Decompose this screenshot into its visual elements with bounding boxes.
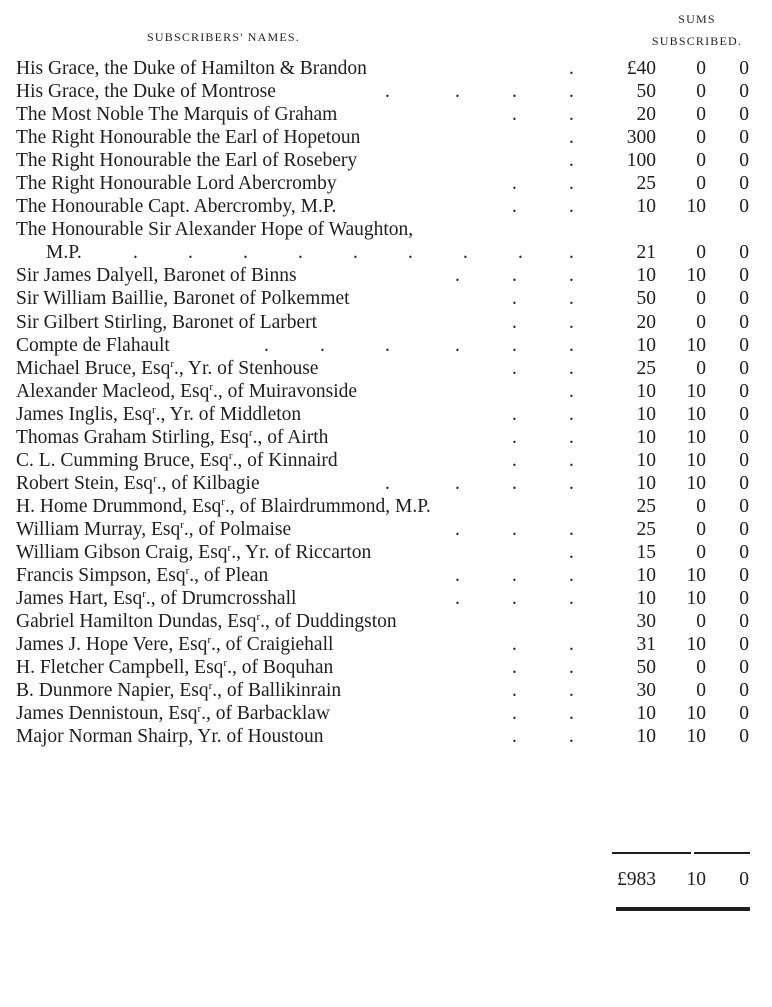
table-row: Alexander Macleod, Esq$^r$., of Muiravonside . 10 10 0 bbox=[16, 380, 749, 402]
subscriber-name: The Right Honourable the Earl of Hopetoun bbox=[16, 127, 361, 149]
shillings-cell: 0 bbox=[696, 288, 706, 310]
pence-cell: 0 bbox=[739, 565, 749, 587]
table-row: The Right Honourable the Earl of Rosebery . 100 0 0 bbox=[16, 150, 749, 172]
pounds-cell: 10 bbox=[636, 726, 656, 748]
shillings-cell: 0 bbox=[696, 104, 706, 126]
table-row: Compte de Flahault . . . . . . 10 10 0 bbox=[16, 334, 749, 356]
pence-cell: 0 bbox=[739, 403, 749, 425]
pence-cell: 0 bbox=[739, 588, 749, 610]
subscriber-name: Sir James Dalyell, Baronet of Binns bbox=[16, 265, 297, 287]
table-row: James Dennistoun, Esq$^r$., of Barbacklaw . . 10 10 0 bbox=[16, 703, 749, 725]
subscriber-name: M.P. bbox=[46, 242, 82, 264]
subscriber-name: H. Fletcher Campbell, Esq$^r$., of Boquhan bbox=[16, 657, 334, 679]
pounds-cell: 10 bbox=[636, 472, 656, 494]
pence-cell: 0 bbox=[739, 726, 749, 748]
pence-cell: 0 bbox=[739, 472, 749, 494]
table-row: Robert Stein, Esq$^r$., of Kilbagie . . . . 10 10 0 bbox=[16, 472, 749, 494]
table-row: The Most Noble The Marquis of Graham . . 20 0 0 bbox=[16, 104, 749, 126]
table-row: Sir William Baillie, Baronet of Polkemmet . . 50 0 0 bbox=[16, 288, 749, 310]
pence-cell: 0 bbox=[739, 495, 749, 517]
table-row: C. L. Cumming Bruce, Esq$^r$., of Kinnaird . . 10 10 0 bbox=[16, 449, 749, 471]
pence-cell: 0 bbox=[739, 58, 749, 79]
table-row: Sir James Dalyell, Baronet of Binns . . . 10 10 0 bbox=[16, 265, 749, 287]
pence-cell: 0 bbox=[739, 242, 749, 264]
table-row: M.P. . . . . . . . . . 21 0 0 bbox=[46, 242, 749, 264]
table-row: H. Fletcher Campbell, Esq$^r$., of Boquhan . . 50 0 0 bbox=[16, 657, 749, 679]
shillings-cell: 0 bbox=[696, 150, 706, 172]
pounds-cell: 10 bbox=[636, 426, 656, 448]
total-pounds: £983 bbox=[617, 869, 656, 890]
pounds-cell: 21 bbox=[636, 242, 656, 264]
pounds-cell: 25 bbox=[636, 495, 656, 517]
subscribers-names-heading: SUBSCRIBERS' NAMES. bbox=[147, 30, 301, 44]
pence-cell: 0 bbox=[739, 173, 749, 195]
pounds-cell: 20 bbox=[636, 104, 656, 126]
subscriber-name: Thomas Graham Stirling, Esq$^r$., of Airth bbox=[16, 426, 329, 448]
total-rule-pounds bbox=[612, 852, 691, 854]
subscriber-name: James Dennistoun, Esq$^r$., of Barbacklaw bbox=[16, 703, 330, 725]
pounds-cell: 31 bbox=[636, 634, 656, 656]
pounds-cell: 10 bbox=[636, 334, 656, 356]
sums-heading-line-1: SUMS bbox=[678, 12, 716, 26]
subscriber-name: C. L. Cumming Bruce, Esq$^r$., of Kinnaird bbox=[16, 449, 338, 471]
pounds-cell: 300 bbox=[626, 127, 656, 149]
pence-cell: 0 bbox=[739, 680, 749, 702]
pounds-cell: £40 bbox=[626, 58, 656, 79]
shillings-cell: 0 bbox=[696, 58, 706, 79]
shillings-cell: 10 bbox=[686, 265, 706, 287]
subscriber-name: James Hart, Esq$^r$., of Drumcrosshall bbox=[16, 588, 297, 610]
pounds-cell: 25 bbox=[636, 357, 656, 379]
total-rule-shillings-pence bbox=[694, 852, 750, 854]
subscriber-name: Gabriel Hamilton Dundas, Esq$^r$., of Duddingston bbox=[16, 611, 397, 633]
shillings-cell: 0 bbox=[696, 311, 706, 333]
subscriber-name: The Honourable Sir Alexander Hope of Waughton, bbox=[16, 219, 414, 241]
pence-cell: 0 bbox=[739, 104, 749, 126]
pounds-cell: 10 bbox=[636, 403, 656, 425]
pence-cell: 0 bbox=[739, 357, 749, 379]
shillings-cell: 10 bbox=[686, 334, 706, 356]
shillings-cell: 0 bbox=[696, 541, 706, 563]
table-row bbox=[0, 218, 772, 241]
pence-cell: 0 bbox=[739, 703, 749, 725]
table-row: Major Norman Shairp, Yr. of Houstoun . . 10 10 0 bbox=[16, 726, 749, 748]
pounds-cell: 25 bbox=[636, 518, 656, 540]
shillings-cell: 10 bbox=[686, 380, 706, 402]
shillings-cell: 0 bbox=[696, 495, 706, 517]
table-row: Francis Simpson, Esq$^r$., of Plean . . . 10 10 0 bbox=[16, 565, 749, 587]
shillings-cell: 0 bbox=[696, 81, 706, 103]
pounds-cell: 10 bbox=[636, 265, 656, 287]
table-row: His Grace, the Duke of Hamilton & Brandon . £40 0 0 bbox=[16, 58, 749, 79]
table-row: William Gibson Craig, Esq$^r$., Yr. of Riccarton . 15 0 0 bbox=[16, 541, 749, 563]
subscriber-name: Major Norman Shairp, Yr. of Houstoun bbox=[16, 726, 324, 748]
table-row: James J. Hope Vere, Esq$^r$., of Craigiehall . . 31 10 0 bbox=[16, 634, 749, 656]
table-row: James Inglis, Esq$^r$., Yr. of Middleton . . 10 10 0 bbox=[16, 403, 749, 425]
table-row bbox=[0, 495, 772, 518]
shillings-cell: 0 bbox=[696, 611, 706, 633]
total-pence: 0 bbox=[739, 869, 749, 890]
shillings-cell: 10 bbox=[686, 426, 706, 448]
pounds-cell: 50 bbox=[636, 288, 656, 310]
subscriber-name: His Grace, the Duke of Montrose bbox=[16, 81, 276, 103]
shillings-cell: 0 bbox=[696, 657, 706, 679]
pence-cell: 0 bbox=[739, 127, 749, 149]
shillings-cell: 0 bbox=[696, 357, 706, 379]
shillings-cell: 0 bbox=[696, 173, 706, 195]
subscriber-name: The Right Honourable Lord Abercromby bbox=[16, 173, 337, 195]
pence-cell: 0 bbox=[739, 518, 749, 540]
subscriber-name: B. Dunmore Napier, Esq$^r$., of Ballikinrain bbox=[16, 680, 342, 702]
table-row: William Murray, Esq$^r$., of Polmaise . . . 25 0 0 bbox=[16, 518, 749, 540]
table-row: His Grace, the Duke of Montrose . . . . 50 0 0 bbox=[16, 81, 749, 103]
pounds-cell: 10 bbox=[636, 196, 656, 218]
pence-cell: 0 bbox=[739, 311, 749, 333]
shillings-cell: 0 bbox=[696, 127, 706, 149]
table-row: B. Dunmore Napier, Esq$^r$., of Ballikinrain . . 30 0 0 bbox=[16, 680, 749, 702]
pounds-cell: 10 bbox=[636, 588, 656, 610]
pounds-cell: 10 bbox=[636, 703, 656, 725]
subscriber-name: The Most Noble The Marquis of Graham bbox=[16, 104, 338, 126]
page-footer-mark bbox=[378, 993, 408, 1007]
table-row: Thomas Graham Stirling, Esq$^r$., of Airth . . 10 10 0 bbox=[16, 426, 749, 448]
subscriber-name: The Honourable Capt. Abercromby, M.P. bbox=[16, 196, 337, 218]
shillings-cell: 10 bbox=[686, 703, 706, 725]
subscriber-name: His Grace, the Duke of Hamilton & Brandon bbox=[16, 58, 367, 79]
pence-cell: 0 bbox=[739, 288, 749, 310]
pence-cell: 0 bbox=[739, 426, 749, 448]
sums-subscribed-heading bbox=[632, 8, 762, 52]
pence-cell: 0 bbox=[739, 196, 749, 218]
subscriber-name: Michael Bruce, Esq$^r$., Yr. of Stenhouse bbox=[16, 357, 319, 379]
subscriber-name: Sir William Baillie, Baronet of Polkemmet bbox=[16, 288, 350, 310]
table-row: The Right Honourable Lord Abercromby . . 25 0 0 bbox=[16, 173, 749, 195]
subscriber-name: James Inglis, Esq$^r$., Yr. of Middleton bbox=[16, 403, 302, 425]
pence-cell: 0 bbox=[739, 265, 749, 287]
pounds-cell: 20 bbox=[636, 311, 656, 333]
pounds-cell: 10 bbox=[636, 380, 656, 402]
pounds-cell: 10 bbox=[636, 565, 656, 587]
table-row: The Honourable Capt. Abercromby, M.P. . . 10 10 0 bbox=[16, 196, 749, 218]
pence-cell: 0 bbox=[739, 150, 749, 172]
subscriber-name: James J. Hope Vere, Esq$^r$., of Craigiehall bbox=[16, 634, 334, 656]
bottom-double-rule bbox=[616, 907, 750, 911]
pence-cell: 0 bbox=[739, 611, 749, 633]
shillings-cell: 10 bbox=[686, 449, 706, 471]
subscriber-name: William Gibson Craig, Esq$^r$., Yr. of Riccarton bbox=[16, 541, 372, 563]
shillings-cell: 10 bbox=[686, 634, 706, 656]
shillings-cell: 10 bbox=[686, 472, 706, 494]
subscriber-name: William Murray, Esq$^r$., of Polmaise bbox=[16, 518, 292, 540]
pence-cell: 0 bbox=[739, 634, 749, 656]
total-row bbox=[0, 867, 772, 893]
total-shillings: 10 bbox=[686, 869, 706, 890]
sums-heading-line-2: SUBSCRIBED. bbox=[651, 34, 743, 48]
pence-cell: 0 bbox=[739, 541, 749, 563]
shillings-cell: 10 bbox=[686, 403, 706, 425]
table-row: Sir Gilbert Stirling, Baronet of Larbert . . 20 0 0 bbox=[16, 311, 749, 333]
subscriber-name: Robert Stein, Esq$^r$., of Kilbagie bbox=[16, 472, 260, 494]
table-row: Michael Bruce, Esq$^r$., Yr. of Stenhouse . . 25 0 0 bbox=[16, 357, 749, 379]
shillings-cell: 10 bbox=[686, 588, 706, 610]
subscriber-name: Alexander Macleod, Esq$^r$., of Muiravonside bbox=[16, 380, 358, 402]
subscriber-name: The Right Honourable the Earl of Rosebery bbox=[16, 150, 358, 172]
subscriber-name: H. Home Drummond, Esq$^r$., of Blairdrummond, M.P. bbox=[16, 495, 431, 517]
pounds-cell: 25 bbox=[636, 173, 656, 195]
pence-cell: 0 bbox=[739, 334, 749, 356]
table-row: The Right Honourable the Earl of Hopetoun . 300 0 0 bbox=[16, 127, 749, 149]
pence-cell: 0 bbox=[739, 657, 749, 679]
pounds-cell: 30 bbox=[636, 680, 656, 702]
pence-cell: 0 bbox=[739, 449, 749, 471]
shillings-cell: 0 bbox=[696, 518, 706, 540]
pounds-cell: 15 bbox=[636, 541, 656, 563]
pence-cell: 0 bbox=[739, 81, 749, 103]
pounds-cell: 30 bbox=[636, 611, 656, 633]
subscriber-name: Compte de Flahault bbox=[16, 334, 170, 356]
pence-cell: 0 bbox=[739, 380, 749, 402]
subscriber-name: Sir Gilbert Stirling, Baronet of Larbert bbox=[16, 311, 318, 333]
pounds-cell: 100 bbox=[626, 150, 656, 172]
pounds-cell: 10 bbox=[636, 449, 656, 471]
pounds-cell: 50 bbox=[636, 81, 656, 103]
table-row bbox=[0, 610, 772, 633]
shillings-cell: 0 bbox=[696, 242, 706, 264]
shillings-cell: 10 bbox=[686, 565, 706, 587]
shillings-cell: 0 bbox=[696, 680, 706, 702]
subscriber-name: Francis Simpson, Esq$^r$., of Plean bbox=[16, 565, 269, 587]
pounds-cell: 50 bbox=[636, 657, 656, 679]
subscription-table bbox=[0, 57, 772, 748]
shillings-cell: 10 bbox=[686, 726, 706, 748]
shillings-cell: 10 bbox=[686, 196, 706, 218]
table-row: James Hart, Esq$^r$., of Drumcrosshall . . . 10 10 0 bbox=[16, 588, 749, 610]
